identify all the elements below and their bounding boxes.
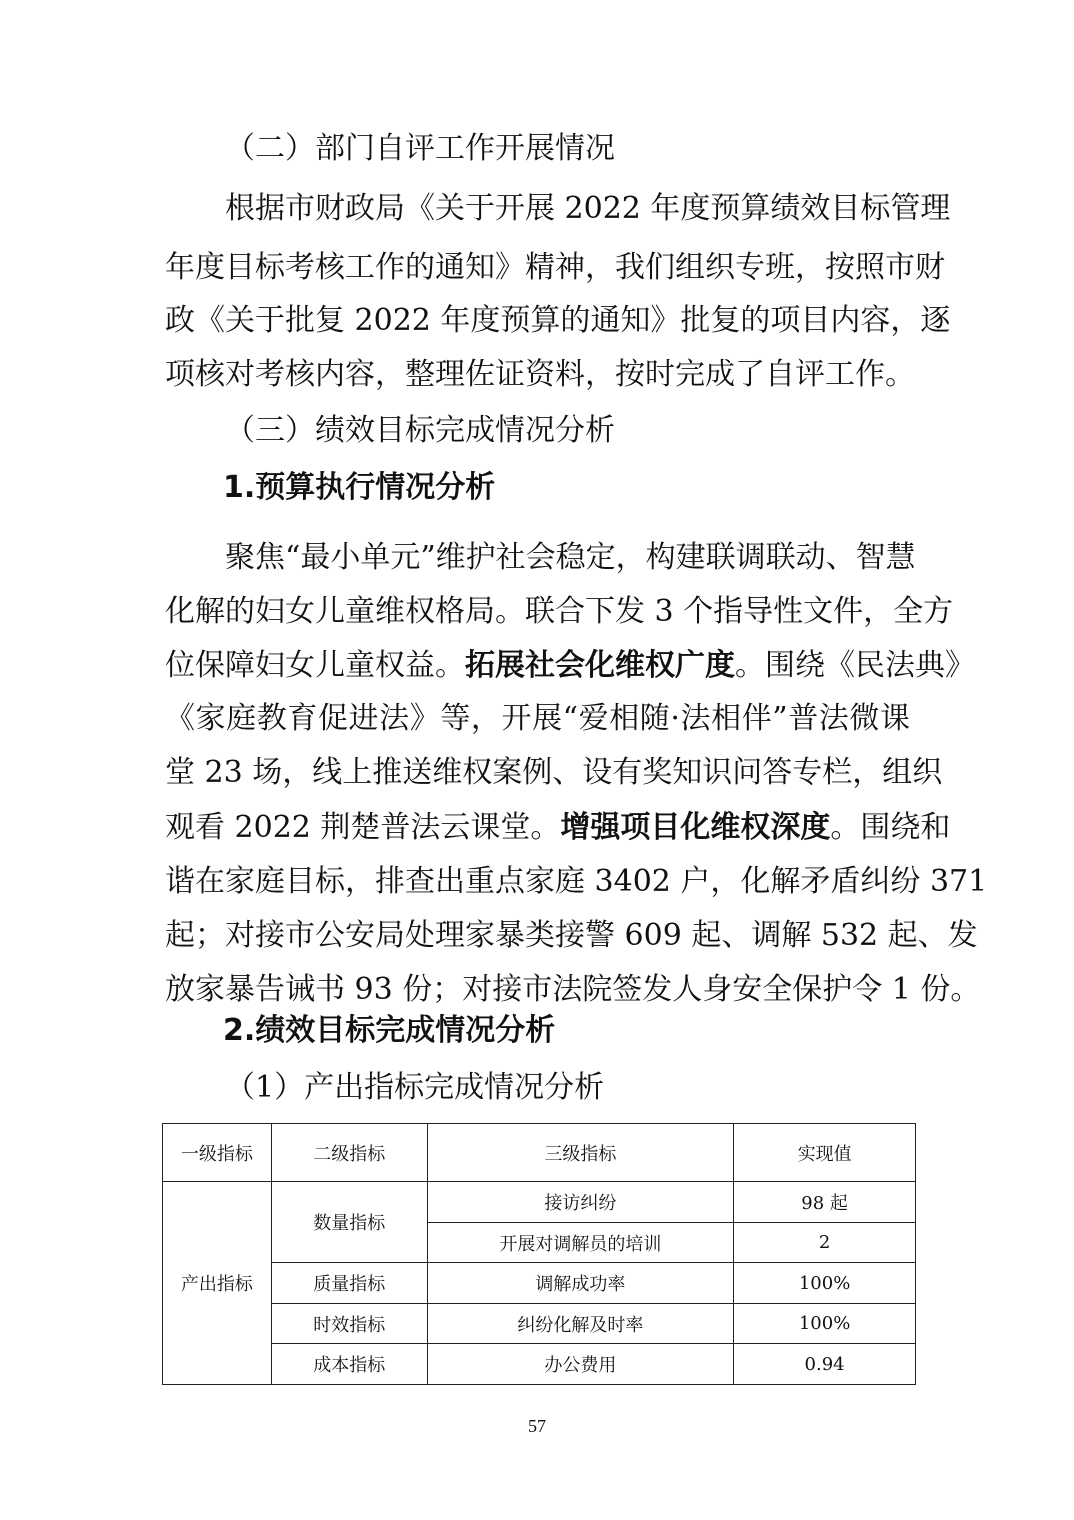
table-row: [163, 1182, 916, 1223]
table-header-cell: 一级指标: [163, 1124, 272, 1182]
level3-indicator-cell: 办公费用: [427, 1344, 734, 1385]
level2-indicator-cell: 时效指标: [271, 1304, 427, 1344]
paragraph-1-line-2: 年度目标考核工作的通知》精神，我们组织专班，按照市财: [165, 250, 945, 285]
paragraph-2-line-8: 起；对接市公安局处理家暴类接警 609 起、调解 532 起、发: [165, 918, 978, 953]
subheading-budget-execution: 1.预算执行情况分析: [223, 470, 496, 505]
value-cell: 0.94: [734, 1344, 916, 1385]
paragraph-2-line-7: 谐在家庭目标，排查出重点家庭 3402 户，化解矛盾纠纷 371: [165, 864, 988, 899]
level1-indicator-cell: 产出指标: [163, 1182, 272, 1385]
value-cell: 98 起: [734, 1182, 916, 1223]
table-header-cell: 三级指标: [427, 1124, 734, 1182]
paragraph-2-line-9: 放家暴告诫书 93 份；对接市法院签发人身安全保护令 1 份。: [165, 972, 981, 1007]
subheading-performance-analysis: 2.绩效目标完成情况分析: [223, 1013, 556, 1048]
paragraph-1-line-1: 根据市财政局《关于开展 2022 年度预算绩效目标管理: [225, 191, 951, 226]
highlight-social-rights: 拓展社会化维权广度: [465, 648, 735, 683]
table-header-row: [163, 1124, 916, 1182]
paragraph-1-line-3: 政《关于批复 2022 年度预算的通知》批复的项目内容，逐: [165, 303, 951, 338]
paragraph-2-line-3-text-a: 位保障妇女儿童权益。: [165, 648, 465, 683]
paragraph-2-line-6-text-a: 观看 2022 荆楚普法云课堂。: [165, 810, 561, 845]
table-row: [163, 1304, 916, 1344]
paragraph-2-line-3-text-c: 。围绕《民法典》: [735, 648, 975, 683]
paragraph-2-line-1: 聚焦“最小单元”维护社会稳定，构建联调联动、智慧: [225, 540, 916, 575]
paragraph-2-line-3: [165, 648, 975, 684]
section-heading-3: （三）绩效目标完成情况分析: [225, 413, 615, 448]
value-cell: 100%: [734, 1304, 916, 1344]
highlight-project-rights: 增强项目化维权深度: [560, 810, 831, 845]
paragraph-2-line-6-text-c: 。围绕和: [830, 810, 951, 845]
paragraph-2-line-6: [165, 810, 951, 846]
level3-indicator-cell: 调解成功率: [427, 1263, 734, 1304]
page-number: 57: [528, 1416, 546, 1436]
paragraph-1-line-4: 项核对考核内容，整理佐证资料，按时完成了自评工作。: [165, 357, 915, 392]
level3-indicator-cell: 开展对调解员的培训: [427, 1223, 734, 1263]
paragraph-2-line-5: 堂 23 场，线上推送维权案例、设有奖知识问答专栏，组织: [165, 755, 943, 790]
section-heading-2: （二）部门自评工作开展情况: [225, 131, 615, 166]
level2-indicator-cell: 质量指标: [271, 1263, 427, 1304]
table-row: [163, 1263, 916, 1304]
level2-indicator-cell: 数量指标: [271, 1182, 427, 1263]
subheading-output-indicators: （1）产出指标完成情况分析: [225, 1070, 605, 1105]
paragraph-2-line-2: 化解的妇女儿童维权格局。联合下发 3 个指导性文件，全方: [165, 594, 954, 629]
table-row: [163, 1344, 916, 1385]
level2-indicator-cell: 成本指标: [271, 1344, 427, 1385]
value-cell: 2: [734, 1223, 916, 1263]
level3-indicator-cell: 纠纷化解及时率: [427, 1304, 734, 1344]
table-header-cell: 二级指标: [271, 1124, 427, 1182]
level3-indicator-cell: 接访纠纷: [427, 1182, 734, 1223]
table-header-cell: 实现值: [734, 1124, 916, 1182]
paragraph-2-line-4: 《家庭教育促进法》等，开展“爱相随·法相伴”普法微课: [165, 701, 910, 736]
output-indicator-table: [162, 1123, 916, 1385]
value-cell: 100%: [734, 1263, 916, 1304]
